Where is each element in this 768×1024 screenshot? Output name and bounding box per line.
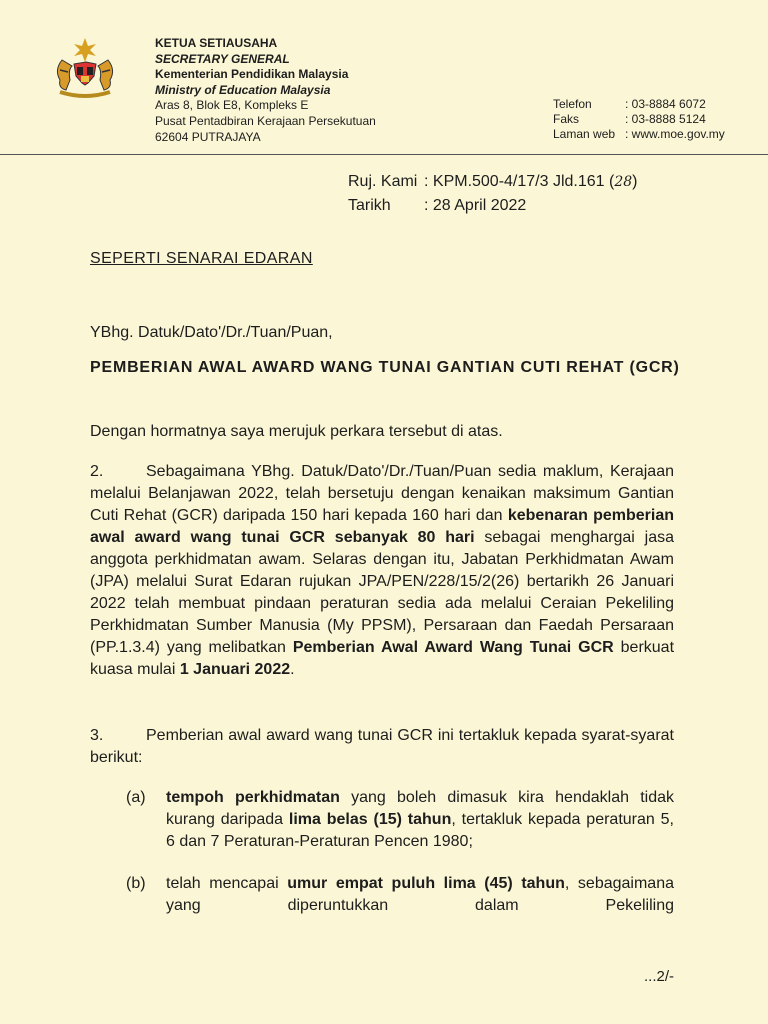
list-item-text-run: telah mencapai xyxy=(166,875,288,892)
list-item-bold: lima belas (15) tahun xyxy=(288,811,452,828)
reference-value: : KPM.500-4/17/3 Jld.161 ( xyxy=(424,173,615,190)
page-continuation: ...2/- xyxy=(643,968,674,985)
contact-value: : 03-8888 5124 xyxy=(625,112,706,126)
date-label: Tarikh xyxy=(348,197,391,214)
list-item-text xyxy=(166,873,674,917)
contact-block xyxy=(553,97,725,142)
recipient-line: SEPERTI SENARAI EDARAN xyxy=(90,250,313,267)
paragraph-bold: kebenaran pemberian awal award wang tunai GCR sebanyak 80 hari xyxy=(90,507,674,546)
letterhead-ministry-ms: Kementerian Pendidikan Malaysia xyxy=(155,67,349,82)
paragraph-text: Sebagaimana YBhg. Datuk/Dato'/Dr./Tuan/Puan sedia maklum, Kerajaan melalui Belanjawan 2022, telah bersetuju dengan kenaikan maksimum Gantian Cuti Rehat (GCR) daripada 150 hari kepada 160 hari dan xyxy=(90,463,674,524)
list-item-text xyxy=(166,787,674,853)
salutation: YBhg. Datuk/Dato'/Dr./Tuan/Puan, xyxy=(90,324,333,341)
reference-number xyxy=(348,170,637,194)
paragraph-text: . xyxy=(290,661,295,678)
contact-phone xyxy=(553,97,725,112)
contact-label: Faks xyxy=(553,112,580,126)
list-item-bold: tempoh perkhidmatan xyxy=(166,789,340,806)
letterhead xyxy=(155,36,376,145)
contact-value: : 03-8884 6072 xyxy=(625,97,706,111)
contact-value: : www.moe.gov.my xyxy=(625,127,725,141)
paragraph-bold: 1 Januari 2022 xyxy=(179,661,291,678)
letterhead-title-ms: KETUA SETIAUSAHA xyxy=(155,36,278,50)
paragraph-text: berkuat kuasa mulai xyxy=(90,639,675,678)
letterhead-ministry-en: Ministry of Education Malaysia xyxy=(155,82,331,97)
paragraph-3 xyxy=(90,725,674,769)
reference-block xyxy=(348,170,637,218)
list-item xyxy=(126,873,674,923)
contact-label: Laman web xyxy=(553,127,616,141)
list-item-text-run: yang boleh dimasuk kira hendaklah tidak kurang daripada xyxy=(166,789,675,828)
paragraph-1: Dengan hormatnya saya merujuk perkara tersebut di atas. xyxy=(90,423,503,440)
letterhead-address-line: Aras 8, Blok E8, Kompleks E xyxy=(155,98,309,113)
letterhead-divider xyxy=(0,154,768,155)
paragraph-number: 2. xyxy=(90,463,104,480)
contact-label: Telefon xyxy=(553,97,592,111)
date-value: : 28 April 2022 xyxy=(424,197,527,214)
paragraph-2 xyxy=(90,461,674,681)
reference-handwritten: 28 xyxy=(614,174,633,190)
contact-fax xyxy=(553,112,725,127)
reference-close: ) xyxy=(632,173,638,190)
subject-title: PEMBERIAN AWAL AWARD WANG TUNAI GANTIAN CUTI REHAT (GCR) xyxy=(90,359,680,376)
contact-website xyxy=(553,127,725,142)
letterhead-address-line: Pusat Pentadbiran Kerajaan Persekutuan xyxy=(155,113,376,128)
list-item-bold: umur empat puluh lima (45) tahun xyxy=(287,875,565,892)
paragraph-text: Pemberian awal award wang tunai GCR ini tertakluk kepada syarat-syarat berikut: xyxy=(90,727,674,766)
paragraph-bold: Pemberian Awal Award Wang Tunai GCR xyxy=(292,639,614,656)
list-item xyxy=(126,787,674,857)
paragraph-number: 3. xyxy=(90,727,104,744)
paragraph-text: sebagai menghargai jasa anggota perkhidmatan awam. Selaras dengan itu, Jabatan Perkhidmatan Awam (JPA) melalui Surat Edaran rujukan JPA/PEN/228/15/2(26) bertarikh 26 Januari 2022 telah membuat pindaan peraturan sedia ada melalui Ceraian Pekeliling Perkhidmatan Sumber Manusia (My PPSM), Persaraan dan Faedah Persaraan (PP.1.3.4) yang melibatkan xyxy=(90,529,675,656)
reference-date xyxy=(348,194,637,218)
reference-label: Ruj. Kami xyxy=(348,173,418,190)
list-marker: (a) xyxy=(126,789,146,806)
letterhead-address-line: 62604 PUTRAJAYA xyxy=(155,129,261,144)
list-item-text-run: , tertakluk kepada peraturan 5, 6 dan 7 Peraturan-Peraturan Pencen 1980; xyxy=(166,811,674,850)
malaysia-coat-of-arms-icon xyxy=(30,36,140,108)
letterhead-title-en: SECRETARY GENERAL xyxy=(155,51,290,66)
list-item-text-run: , sebagaimana yang diperuntukkan dalam Pekeliling xyxy=(166,875,674,914)
list-marker: (b) xyxy=(126,875,146,892)
